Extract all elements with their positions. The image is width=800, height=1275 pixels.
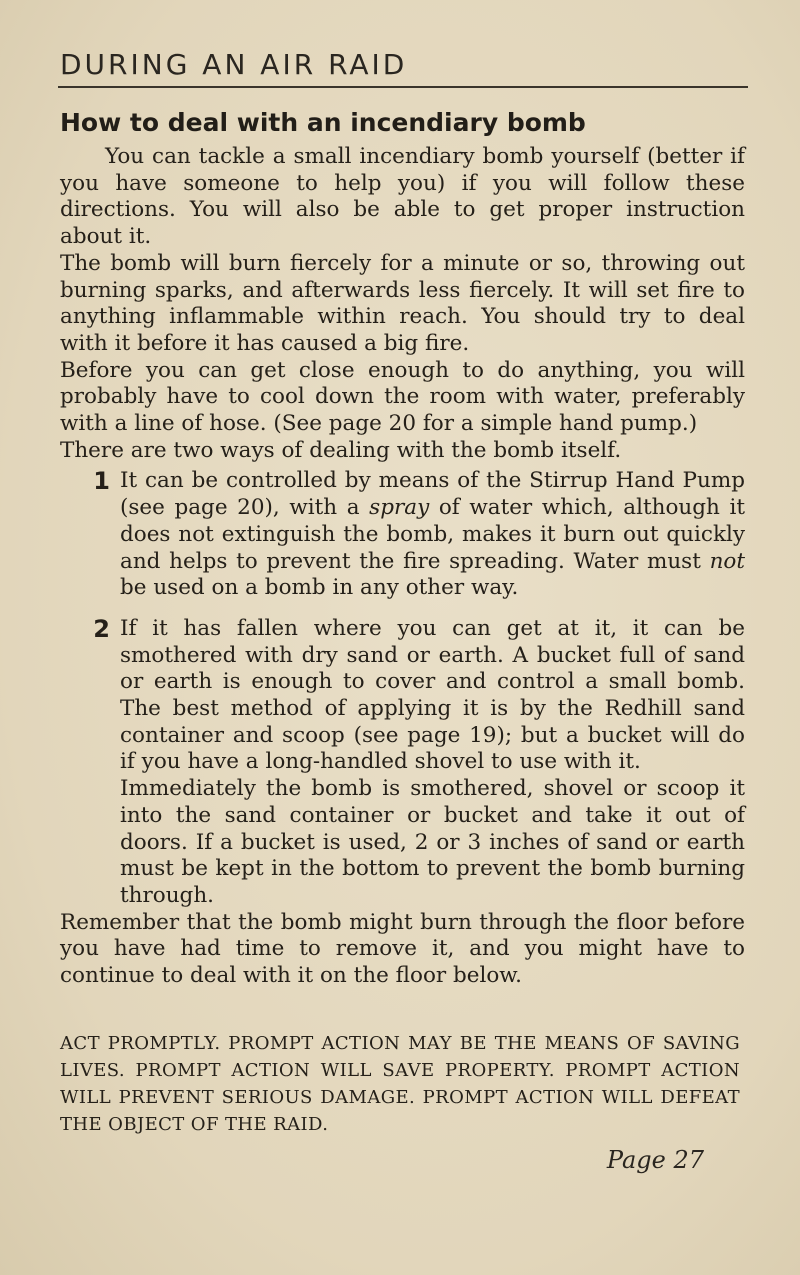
paragraph-remember: Remember that the bomb might burn through the floor before you have had time to remove it, and you might have to continue to deal with it on the floor below. (60, 909, 745, 989)
emphasis-not: not (709, 548, 745, 574)
list-item-sand-continued (60, 776, 745, 910)
list-item-text: Immediately the bomb is smothered, shovel or scoop it into the sand container or bucket and take it out of doors. If a bucket is used, 2 or 3 inches of sand or earth must be kept in the bottom to prevent the bomb burning through. (120, 776, 745, 908)
running-head: DURING AN AIR RAID (60, 48, 408, 81)
list-item-pump (60, 468, 745, 602)
list-item-text: of water which, although it does not extinguish the bomb, makes it burn out quickly and helps to prevent the fire spreading. Water must (120, 495, 745, 574)
paragraph-intro: You can tackle a small incendiary bomb yourself (better if you have someone to help you) if you will follow these directions. You will also be able to get proper instruction about it. (60, 144, 745, 250)
body-text (60, 144, 745, 990)
list-item-text: be used on a bomb in any other way. (120, 575, 519, 601)
capitals-notice: ACT PROMPTLY. PROMPT ACTION MAY BE THE MEANS OF SAVING LIVES. PROMPT ACTION WILL SAVE PROPERTY. PROMPT ACTION WILL PREVENT SERIOUS DAMAGE. PROMPT ACTION WILL DEFEAT THE OBJECT OF THE RAID. (60, 1033, 740, 1135)
header-rule (58, 86, 748, 88)
list-item-text: It can be controlled by means of the Stirrup Hand Pump (see page 20), with a (120, 468, 745, 521)
section-title: How to deal with an incendiary bomb (60, 108, 586, 137)
page-number: Page 27 (606, 1146, 704, 1174)
list-item-number: 2 (93, 614, 110, 643)
list-item-number: 1 (93, 467, 110, 496)
emphasis-spray: spray (369, 495, 430, 521)
paragraph-cool-down: Before you can get close enough to do anything, you will probably have to cool down the room with water, preferably with a line of hose. (See page 20 for a simple hand pump.) (60, 357, 745, 437)
list-item-sand (60, 616, 745, 776)
list-item-text: If it has fallen where you can get at it, it can be smothered with dry sand or earth. A bucket full of sand or earth is enough to cover and control a small bomb. The best method of applying it is by the Redhill sand container and scoop (see page 19); but a bucket will do if you have a long-handled shovel to use with it. (120, 615, 745, 775)
paragraph-two-ways: There are two ways of dealing with the bomb itself. (60, 437, 622, 463)
paragraph-burning: The bomb will burn fiercely for a minute or so, throwing out burning sparks, and afterwards less fiercely. It will set fire to anything inflammable within reach. You should try to deal with it before it has caused a big fire. (60, 250, 745, 356)
